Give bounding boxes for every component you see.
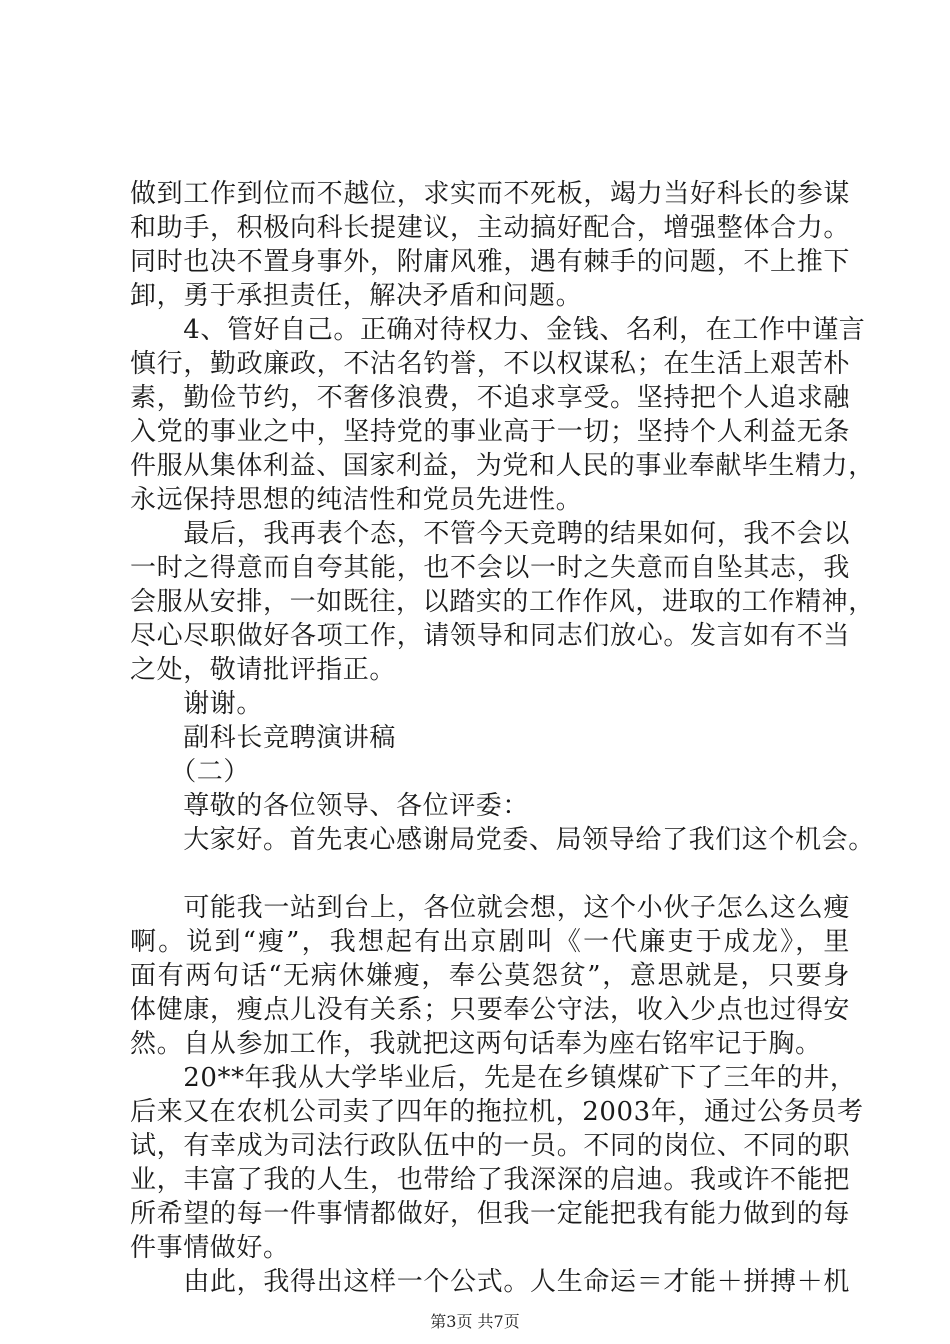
text-line: 啊。说到“瘦”，我想起有出京剧叫《一代廉吏于成龙》，里 [130,927,850,957]
text-line: 所希望的每一件事情都做好，但我一定能把我有能力做到的每 [130,1199,850,1229]
text-line: 试，有幸成为司法行政队伍中的一员。不同的岗位、不同的职 [130,1131,850,1161]
page-footer: 第3页 共7页 [430,1312,520,1331]
text-line: 永远保持思想的纯洁性和党员先进性。 [130,485,583,515]
text-line: 最后，我再表个态，不管今天竞聘的结果如何，我不会以 [130,519,850,549]
text-line: 做到工作到位而不越位，求实而不死板，竭力当好科长的参谋 [130,179,850,209]
text-line: 会服从安排，一如既往，以踏实的工作作风，进取的工作精神， [130,587,875,617]
text-line: 一时之得意而自夸其能，也不会以一时之失意而自坠其志，我 [130,553,850,583]
text-line: 然。自从参加工作，我就把这两句话奉为座右铭牢记于胸。 [130,1029,822,1059]
text-line: 同时也决不置身事外，附庸风雅，遇有棘手的问题，不上推下 [130,247,850,277]
text-line: 4、管好自己。正确对待权力、金钱、名利，在工作中谨言 [130,315,866,345]
text-line: 尊敬的各位领导、各位评委： [130,791,530,821]
text-line: 可能我一站到台上，各位就会想，这个小伙子怎么这么瘦 [130,893,850,923]
text-line: 卸，勇于承担责任，解决矛盾和问题。 [130,281,583,311]
text-line: 尽心尽职做好各项工作，请领导和同志们放心。发言如有不当 [130,621,850,651]
text-line: 和助手，积极向科长提建议，主动搞好配合，增强整体合力。 [130,213,850,243]
text-line: 业，丰富了我的人生，也带给了我深深的启迪。我或许不能把 [130,1165,850,1195]
text-line: 20**年我从大学毕业后，先是在乡镇煤矿下了三年的井， [130,1063,857,1093]
text-line: 件事情做好。 [130,1233,290,1263]
text-line: 后来又在农机公司卖了四年的拖拉机，2003年，通过公务员考 [130,1097,864,1127]
text-line: 面有两句话“无病休嫌瘦，奉公莫怨贫”，意思就是，只要身 [130,961,850,991]
blank-line [130,857,850,891]
text-line: 体健康，瘦点儿没有关系；只要奉公守法，收入少点也过得安 [130,995,850,1025]
text-line: 谢谢。 [130,689,264,719]
text-line: 由此，我得出这样一个公式。人生命运＝才能＋拼搏＋机 [130,1267,850,1297]
text-line: 大家好。首先衷心感谢局党委、局领导给了我们这个机会。 [130,825,875,855]
text-line: （二） [130,757,251,787]
text-line: 副科长竞聘演讲稿 [130,723,397,753]
text-line: 慎行，勤政廉政，不沽名钓誉，不以权谋私；在生活上艰苦朴 [130,349,850,379]
text-line: 素，勤俭节约，不奢侈浪费，不追求享受。坚持把个人追求融 [130,383,850,413]
text-line: 件服从集体利益、国家利益，为党和人民的事业奉献毕生精力， [130,451,875,481]
text-line: 入党的事业之中，坚持党的事业高于一切；坚持个人利益无条 [130,417,850,447]
text-line: 之处，敬请批评指正。 [130,655,397,685]
